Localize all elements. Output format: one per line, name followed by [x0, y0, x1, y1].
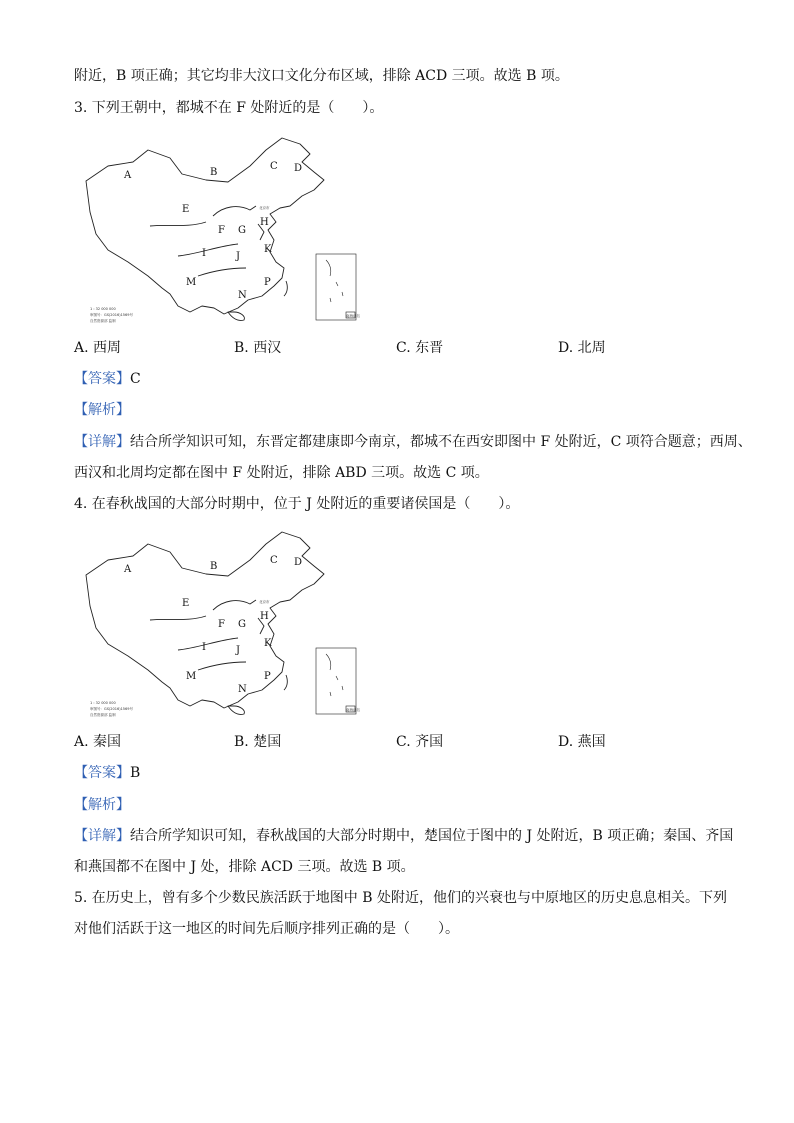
map-label-a: A [124, 170, 132, 181]
intro-line: 附近，B 项正确；其它均非大汶口文化分布区域，排除 ACD 三项。故选 B 项。 [74, 68, 569, 84]
q3-option-b: B. 西汉 [234, 340, 282, 356]
capital-label: 北京市 [259, 600, 270, 604]
q3-analysis-tag: 【解析】 [74, 402, 130, 418]
q3-option-a: A. 西周 [74, 340, 122, 356]
q4-china-map [78, 530, 368, 720]
map-label-p: P [264, 671, 271, 682]
map-label-g: G [238, 619, 246, 630]
q4-option-a: A. 秦国 [74, 734, 122, 750]
scale-label: 1 : 32 000 000 [90, 701, 116, 705]
china-outline-map [78, 530, 368, 720]
map-label-b: B [210, 561, 218, 572]
map-label-f: F [218, 619, 225, 630]
approval-label: 审图号：GS(2016)1569号 [90, 313, 133, 317]
map-label-m: M [186, 277, 197, 288]
q3-answer: 【答案】C [74, 371, 141, 387]
map-label-p: P [264, 277, 271, 288]
map-label-i: I [202, 642, 206, 653]
q4-analysis-tag: 【解析】 [74, 797, 130, 813]
q3-detail-line1: 【详解】结合所学知识可知，东晋定都建康即今南京，都城不在西安即图中 F 处附近，C 项符合题意；西周、 [74, 434, 752, 450]
map-label-f: F [218, 225, 225, 236]
q4-option-b: B. 楚国 [234, 734, 282, 750]
map-label-d: D [294, 163, 303, 174]
q4-answer: 【答案】B [74, 765, 141, 781]
q3-china-map [78, 136, 368, 326]
approval-label: 审图号：GS(2016)1569号 [90, 707, 133, 711]
map-label-h: H [260, 611, 269, 622]
publisher-label: 自然资源部 监制 [90, 319, 116, 323]
map-label-e: E [182, 598, 190, 609]
q4-option-d: D. 燕国 [558, 734, 606, 750]
map-label-k: K [264, 244, 272, 255]
map-label-k: K [264, 638, 272, 649]
q3-question: 3. 下列王朝中，都城不在 F 处附近的是（ ）。 [74, 100, 384, 116]
q4-question: 4. 在春秋战国的大部分时期中，位于 J 处附近的重要诸侯国是（ ）。 [74, 496, 520, 512]
map-label-g: G [238, 225, 246, 236]
map-label-i: I [202, 248, 206, 259]
map-label-c: C [270, 555, 278, 566]
q4-option-c: C. 齐国 [396, 734, 444, 750]
china-outline-map [78, 136, 368, 326]
q3-detail-line2: 西汉和北周均定都在图中 F 处附近，排除 ABD 三项。故选 C 项。 [74, 465, 489, 481]
q5-line2: 对他们活跃于这一地区的时间先后顺序排列正确的是（ ）。 [74, 921, 459, 937]
map-label-j: J [236, 645, 241, 656]
map-label-j: J [236, 251, 241, 262]
map-label-h: H [260, 217, 269, 228]
map-label-c: C [270, 161, 278, 172]
capital-label: 北京市 [259, 206, 270, 210]
q4-detail-line1: 【详解】结合所学知识可知，春秋战国的大部分时期中，楚国位于图中的 J 处附近，B 项正确；秦国、齐国 [74, 828, 734, 844]
q5-line1: 5. 在历史上，曾有多个少数民族活跃于地图中 B 处附近，他们的兴衰也与中原地区的历史息息相关。下列 [74, 890, 727, 906]
map-label-n: N [238, 290, 247, 301]
publisher-label: 自然资源部 监制 [90, 713, 116, 717]
map-label-n: N [238, 684, 247, 695]
map-label-m: M [186, 671, 197, 682]
inset-title: 南海诸岛 [346, 314, 360, 318]
q3-option-d: D. 北周 [558, 340, 606, 356]
inset-title: 南海诸岛 [346, 708, 360, 712]
map-label-b: B [210, 167, 218, 178]
map-label-a: A [124, 564, 132, 575]
q3-option-c: C. 东晋 [396, 340, 444, 356]
map-label-e: E [182, 204, 190, 215]
map-label-d: D [294, 557, 303, 568]
scale-label: 1 : 32 000 000 [90, 307, 116, 311]
q4-detail-line2: 和燕国都不在图中 J 处，排除 ACD 三项。故选 B 项。 [74, 859, 415, 875]
